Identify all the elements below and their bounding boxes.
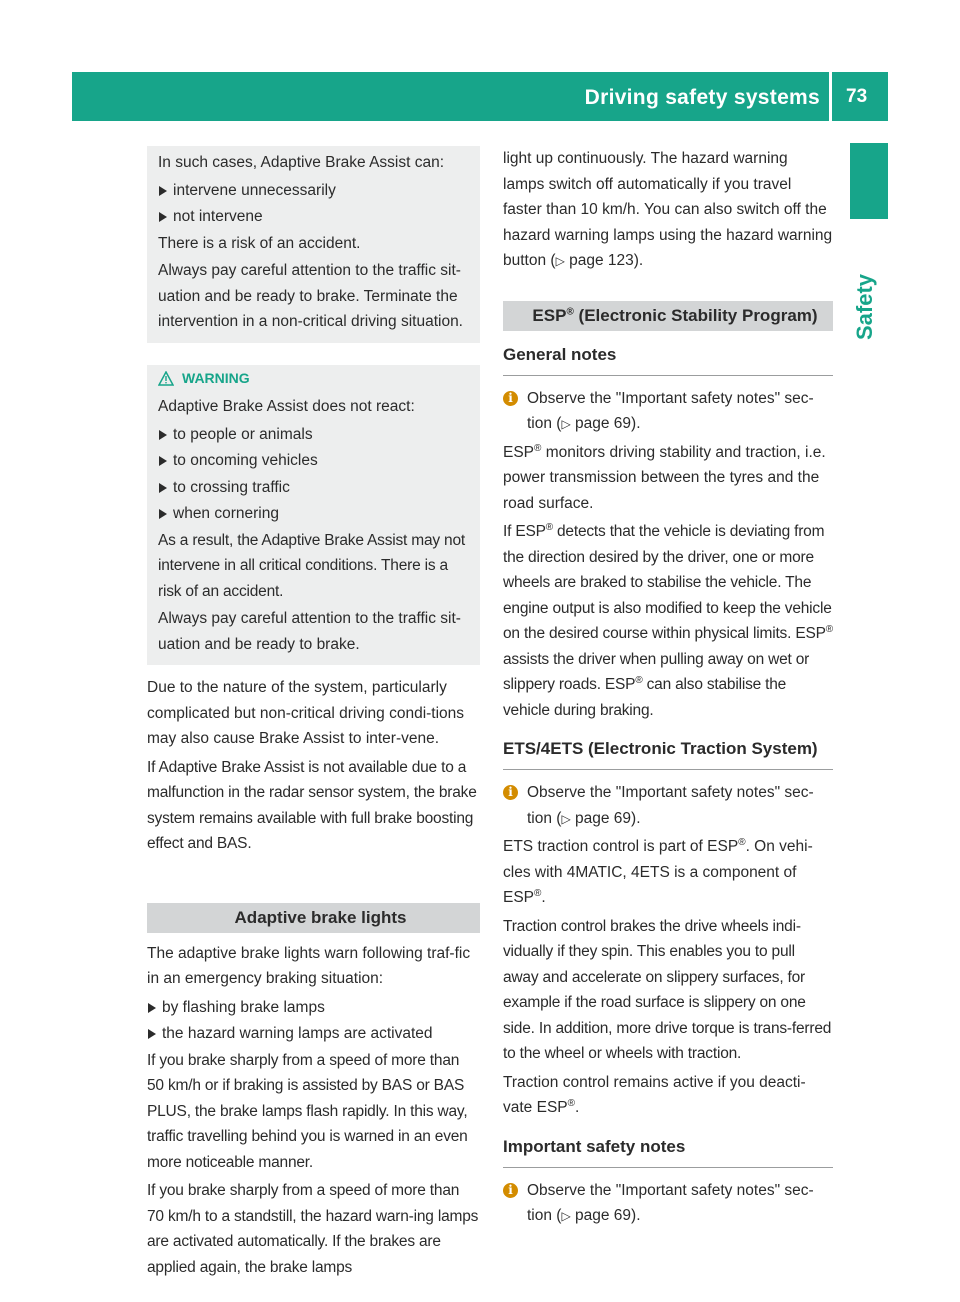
registered-mark: ® [566, 305, 574, 317]
text-run: If ESP [503, 523, 546, 540]
list-item: the hazard warning lamps are activated [147, 1021, 480, 1047]
text-run: (Electronic Stability Program) [573, 305, 818, 325]
page-number: 73 [846, 86, 868, 107]
text-run: Observe the "Important safety notes" sec-tion ( [527, 784, 814, 827]
info-icon: i [503, 785, 518, 800]
side-color-block [850, 143, 888, 219]
info-icon: i [503, 1183, 518, 1198]
list-item: not intervene [158, 204, 470, 230]
paragraph: Always pay careful attention to the traffic sit-uation and be ready to brake. Terminate the intervention in a non-critical driving situation. [158, 262, 463, 330]
warning-box [147, 365, 480, 666]
registered-mark: ® [635, 674, 643, 686]
list-item: to people or animals [158, 422, 470, 448]
paragraph: Due to the nature of the system, particularly complicated but non-critical driving condi-tions may also cause Brake Assist to inter-vene. [147, 679, 465, 747]
list-item: when cornering [158, 501, 470, 527]
registered-mark: ® [534, 442, 542, 454]
header-separator [829, 72, 832, 121]
list-item: to crossing traffic [158, 475, 470, 501]
warning-intro: Adaptive Brake Assist does not react: [158, 398, 415, 415]
paragraph: If you brake sharply from a speed of more than 70 km/h to a standstill, the hazard warn-ing lamps are activated automatically. If the brakes are applied again, the brake lamps [147, 1182, 479, 1276]
caution-box [147, 146, 480, 343]
paragraph [503, 519, 833, 723]
text-run: ESP [532, 305, 567, 325]
text-run: ESP [503, 443, 535, 461]
text-run: Observe the "Important safety notes" sec-tion ( [527, 1181, 814, 1224]
text-run: Traction control remains active if you deacti-vate ESP [503, 1073, 806, 1116]
paragraph: If you brake sharply from a speed of more than 50 km/h or if braking is assisted by BAS or BAS PLUS, the brake lamps flash rapidly. In this way, traffic travelling behind you is warned in an even more noticeable manner. [147, 1051, 468, 1171]
text-run: monitors driving stability and traction, i.e. power transmission between the tyres and the road surface. [503, 443, 826, 512]
paragraph: Traction control brakes the drive wheels indi-vidually if they spin. This enables you to pull away and accelerate on slippery surfaces, for example if the road surface is slippery on one side. In addition, more drive torque is trans-ferred to the wheel or wheels with traction. [503, 917, 832, 1062]
page-ref-arrow-icon: ▷ [561, 417, 571, 431]
paragraph: The adaptive brake lights warn following traf-fic in an emergency braking situation: [147, 944, 471, 987]
paragraph [503, 146, 833, 275]
info-note [503, 386, 833, 438]
info-note [503, 780, 833, 832]
info-text [527, 386, 833, 438]
paragraph: Always pay careful attention to the traffic sit-uation and be ready to brake. [158, 610, 461, 653]
info-icon: i [503, 391, 518, 406]
left-column [147, 146, 480, 1283]
text-run: assists the driver when pulling away on wet or slippery roads. ESP [503, 650, 810, 693]
section-heading-adaptive-brake-lights: Adaptive brake lights [147, 903, 480, 933]
page-reference-link[interactable]: page 69). [575, 809, 641, 827]
paragraph [503, 1070, 833, 1121]
list-item: to oncoming vehicles [158, 448, 470, 474]
text-run: . [541, 889, 546, 906]
list-item: by flashing brake lamps [147, 995, 480, 1021]
subheading-general-notes: General notes [503, 343, 833, 376]
paragraph: As a result, the Adaptive Brake Assist may not intervene in all critical conditions. There is a risk of an accident. [158, 531, 465, 600]
info-text [527, 1178, 833, 1230]
right-column [503, 146, 833, 1232]
text-run: can also stabilise the vehicle during braking. [503, 676, 787, 719]
text-run: ETS traction control is part of ESP [503, 838, 739, 855]
page-reference-link[interactable]: page 69). [575, 1207, 641, 1224]
page-title: Driving safety systems [584, 86, 820, 109]
registered-mark: ® [534, 887, 542, 899]
page-reference-link[interactable]: page 69). [575, 415, 641, 432]
paragraph [503, 440, 833, 517]
registered-mark: ® [545, 521, 553, 533]
warning-label: WARNING [182, 369, 250, 386]
subheading-ets: ETS/4ETS (Electronic Traction System) [503, 737, 833, 770]
page-ref-arrow-icon: ▷ [555, 254, 565, 268]
info-note [503, 1178, 833, 1230]
text-run: . [575, 1099, 580, 1116]
page-reference-link[interactable]: page 123). [569, 252, 644, 269]
paragraph: There is a risk of an accident. [158, 234, 361, 252]
warning-triangle-icon [158, 371, 174, 386]
warning-header [158, 366, 470, 392]
box-intro: In such cases, Adaptive Brake Assist can: [158, 154, 445, 171]
registered-mark: ® [567, 1097, 575, 1109]
text-run: Observe the "Important safety notes" sec-tion ( [527, 389, 814, 432]
text-run: light up continuously. The hazard warning lamps switch off automatically if you travel faster than 10 km/h. You can also switch off the hazard warning lamps using the hazard warning button ( [503, 150, 833, 269]
list-item: intervene unnecessarily [158, 178, 470, 204]
info-text [527, 780, 833, 832]
registered-mark: ® [738, 836, 746, 848]
page-ref-arrow-icon: ▷ [561, 811, 571, 826]
text-run: . On vehi-cles with 4MATIC, 4ETS is a component of ESP [503, 838, 813, 906]
paragraph [503, 834, 833, 911]
section-heading-esp [503, 301, 833, 331]
section-tab-label: Safety [852, 273, 877, 340]
registered-mark: ® [825, 623, 833, 635]
text-run: detects that the vehicle is deviating from the direction desired by the driver, one or more wheels are braked to stabilise the vehicle. The engine output is also modified to keep the vehicle on the desired course within physical limits. ESP [503, 523, 832, 642]
subheading-important-safety-notes: Important safety notes [503, 1135, 833, 1168]
page-ref-arrow-icon: ▷ [561, 1209, 571, 1223]
paragraph: If Adaptive Brake Assist is not available due to a malfunction in the radar sensor system, the brake system remains available with full brake boosting effect and BAS. [147, 758, 477, 852]
